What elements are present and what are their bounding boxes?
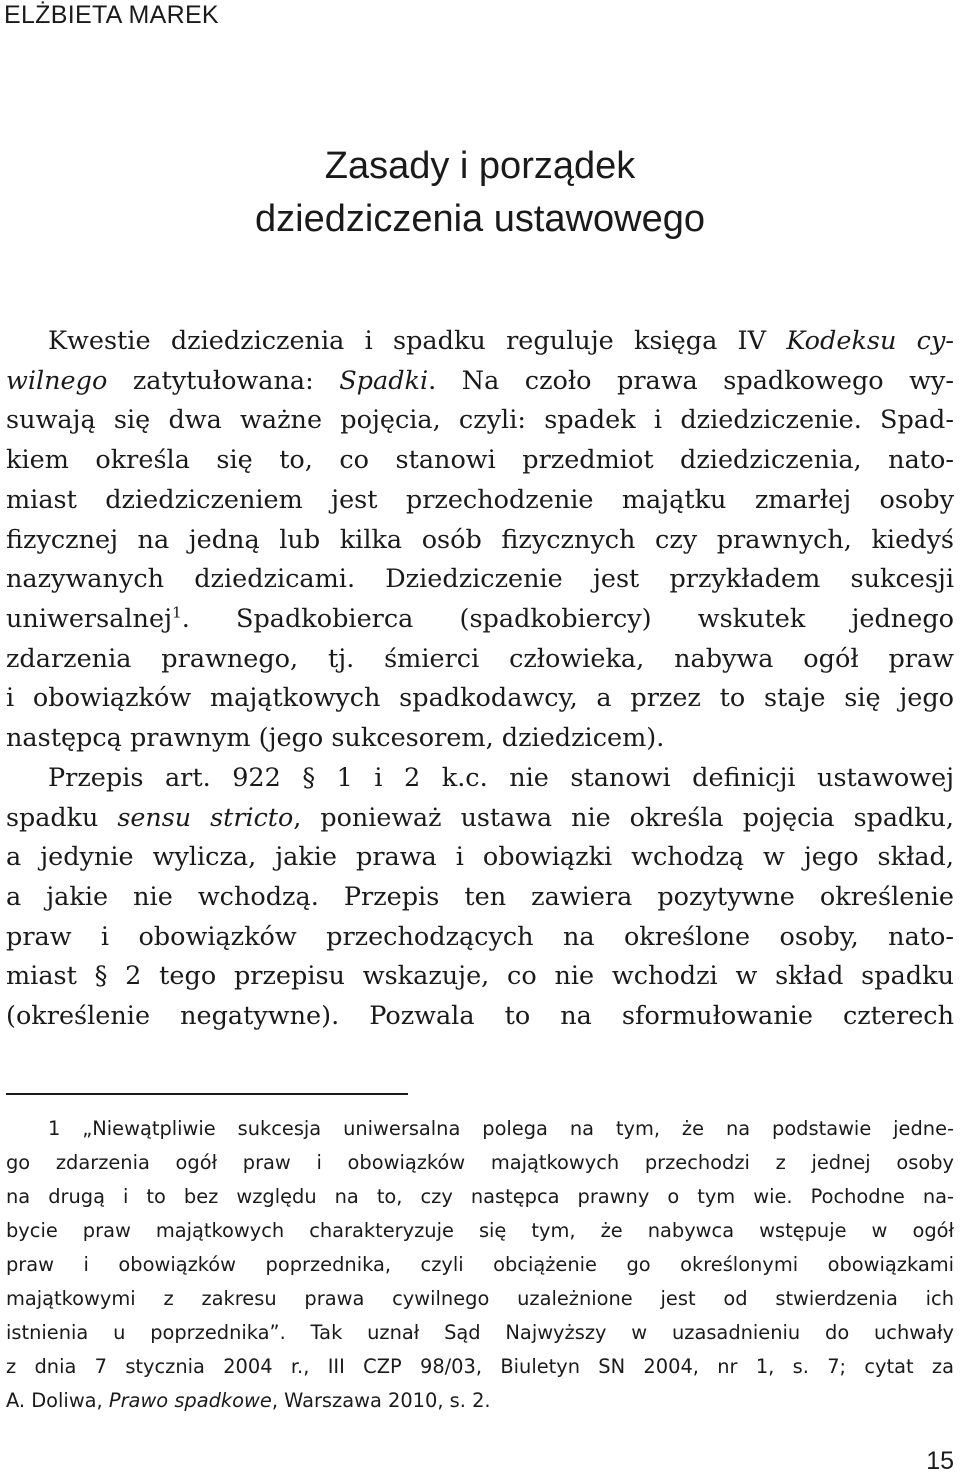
page-number: 15 bbox=[926, 1447, 954, 1475]
footnote-line: istnienia u poprzednika”. Tak uznał Sąd Najwyższy w uzasadnieniu do uchwały bbox=[6, 1321, 954, 1344]
text-run: Kwestie dziedziczenia i spadku reguluje księga IV bbox=[48, 326, 787, 356]
body-line: zdarzenia prawnego, tj. śmierci człowieka, nabywa ogół praw bbox=[6, 643, 954, 674]
body-line: miast dziedziczeniem jest przechodzenie majątku zmarłej osoby bbox=[6, 484, 954, 515]
footnote bbox=[6, 1112, 954, 1418]
footnote-line bbox=[6, 1384, 954, 1418]
chapter-title-line-1: Zasady i porządek bbox=[324, 145, 636, 187]
text-run: uniwersalnej bbox=[6, 603, 172, 634]
text-run: , ponieważ ustawa nie określa pojęcia spadku, bbox=[293, 802, 954, 833]
footnote-line: praw i obowiązków poprzednika, czyli obciążenie go określonymi obowiązkami bbox=[6, 1253, 954, 1276]
text-run: spadku bbox=[6, 802, 118, 833]
text-run: . Na czoło prawa spadkowego wy- bbox=[428, 365, 954, 396]
footnote-line: 1 „Niewątpliwie sukcesja uniwersalna polega na tym, że na podstawie jedne- bbox=[48, 1117, 954, 1140]
text-run-italic: Kodeksu cy- bbox=[786, 326, 954, 356]
text-run: zatytułowana: bbox=[107, 365, 340, 396]
body-line: następcą prawnym (jego sukcesorem, dziedzicem). bbox=[6, 723, 665, 754]
footnote-line: na drugą i to bez względu na to, czy następca prawny o tym wie. Pochodne na- bbox=[6, 1185, 954, 1208]
body-line: fizycznej na jedną lub kilka osób fizycznych czy prawnych, kiedyś bbox=[6, 524, 954, 555]
body-line: a jedynie wylicza, jakie prawa i obowiązki wchodzą w jego skład, bbox=[6, 842, 954, 873]
footnote-separator bbox=[6, 1093, 408, 1095]
body-line: (określenie negatywne). Pozwala to na sformułowanie czterech bbox=[6, 1000, 954, 1031]
body-line: suwają się dwa ważne pojęcia, czyli: spadek i dziedziczenie. Spad- bbox=[6, 405, 954, 436]
text-run-italic: Spadki bbox=[339, 365, 429, 396]
running-header-author: ELŻBIETA MAREK bbox=[4, 1, 219, 29]
body-line bbox=[6, 600, 954, 640]
text-run-italic: Prawo spadkowe bbox=[108, 1389, 272, 1412]
text-run: . Spadkobierca (spadkobiercy) wskutek jednego bbox=[181, 603, 954, 634]
body-line: Przepis art. 922 § 1 i 2 k.c. nie stanowi definicji ustawowej bbox=[48, 762, 954, 793]
footnote-reference: 1 bbox=[171, 603, 182, 622]
body-line bbox=[6, 798, 954, 838]
body-line: i obowiązków majątkowych spadkodawcy, a przez to staje się jego bbox=[6, 683, 954, 714]
body-line: nazywanych dziedzicami. Dziedziczenie jest przykładem sukcesji bbox=[6, 564, 954, 595]
body-line bbox=[6, 322, 954, 362]
text-run-italic: sensu stricto bbox=[117, 802, 294, 833]
text-run-italic: wilnego bbox=[6, 365, 108, 396]
footnote-line: majątkowymi z zakresu prawa cywilnego uzależnione jest od stwierdzenia ich bbox=[6, 1287, 954, 1310]
body-line: praw i obowiązków przechodzących na określone osoby, nato- bbox=[6, 921, 954, 952]
body-line: miast § 2 tego przepisu wskazuje, co nie wchodzi w skład spadku bbox=[6, 961, 954, 992]
text-run: A. Doliwa, bbox=[6, 1389, 109, 1412]
body-line: a jakie nie wchodzą. Przepis ten zawiera pozytywne określenie bbox=[6, 881, 954, 912]
text-run: , Warszawa 2010, s. 2. bbox=[271, 1389, 491, 1412]
chapter-title bbox=[0, 140, 960, 246]
chapter-title-line-2: dziedziczenia ustawowego bbox=[255, 198, 705, 240]
body-line: kiem określa się to, co stanowi przedmiot dziedziczenia, nato- bbox=[6, 445, 954, 476]
body-text bbox=[6, 322, 954, 1037]
footnote-line: z dnia 7 stycznia 2004 r., III CZP 98/03, Biuletyn SN 2004, nr 1, s. 7; cytat za bbox=[6, 1355, 954, 1378]
footnote-line: go zdarzenia ogół praw i obowiązków majątkowych przechodzi z jednej osoby bbox=[6, 1151, 954, 1174]
body-line bbox=[6, 362, 954, 402]
footnote-line: bycie praw majątkowych charakteryzuje się tym, że nabywca wstępuje w ogół bbox=[6, 1219, 954, 1242]
